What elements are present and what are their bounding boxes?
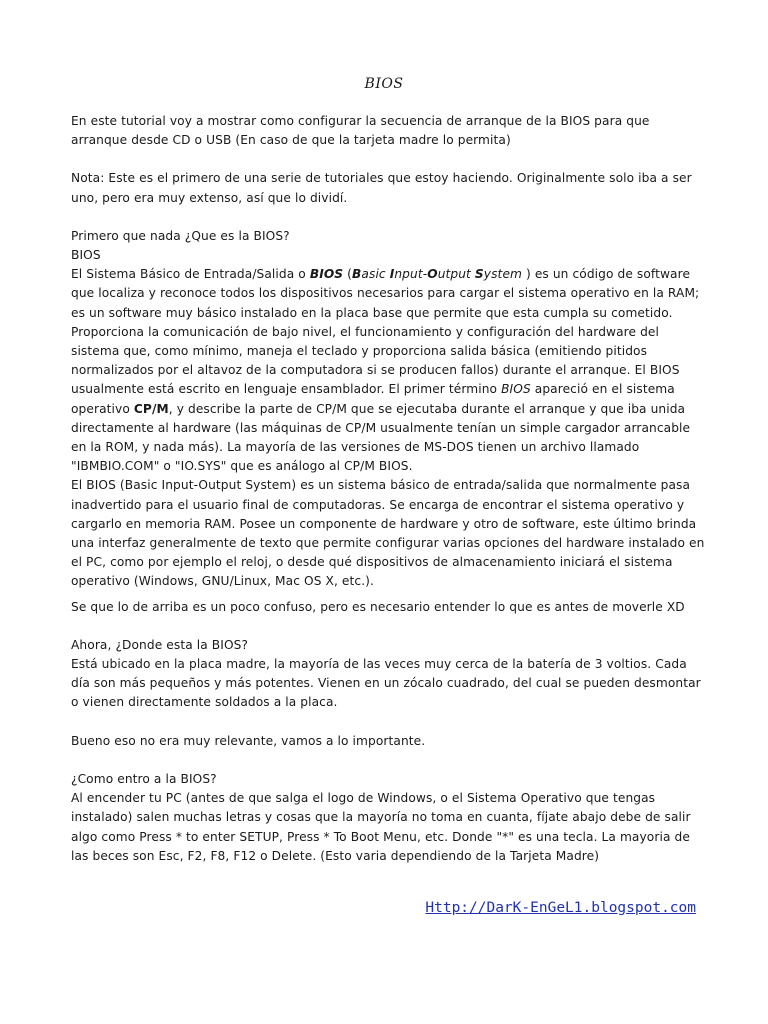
document-body [71, 112, 707, 866]
note-paragraph: Nota: Este es el primero de una serie de tutoriales que estoy haciendo. Originalmente solo iba a ser uno, pero era muy extenso, así que lo dividí. [71, 171, 692, 205]
bios-definition-2: El BIOS (Basic Input-Output System) es un sistema básico de entrada/salida que normalmente pasa inadvertido para el usuario final de computadoras. Se encarga de encontrar el sistema operativo y cargarlo en memoria RAM. Posee un componente de hardware y otro de software, este último brinda una interfaz generalmente de texto que permite configurar varias opciones del hardware instalado en el PC, como por ejemplo el reloj, o desde qué dispositivos de almacenamiento iniciará el sistema operativo (Windows, GNU/Linux, Mac OS X, etc.). [71, 478, 705, 589]
question-where-is-bios: Ahora, ¿Donde esta la BIOS? [71, 637, 249, 652]
page-title: BIOS [364, 76, 404, 92]
confusing-note: Se que lo de arriba es un poco confuso, pero es necesario entender lo que es antes de moverle XD [71, 599, 685, 614]
blog-link[interactable]: Http://DarK-EnGeL1.blogspot.com [425, 900, 696, 916]
question-what-is-bios: Primero que nada ¿Que es la BIOS? [71, 228, 290, 243]
relevance-note: Bueno eso no era muy relevante, vamos a lo importante. [71, 733, 426, 748]
enter-bios-paragraph: Al encender tu PC (antes de que salga el logo de Windows, o el Sistema Operativo que tengas instalado) salen muchas letras y cosas que la mayoría no toma en cuanta, fíjate abajo debe de salir algo como Press * to enter SETUP, Press * To Boot Menu, etc. Donde "*" es una tecla. La mayoria de las beces son Esc, F2, F8, F12 o Delete. (Esto varia dependiendo de la Tarjeta Madre) [71, 791, 691, 863]
location-paragraph: Está ubicado en la placa madre, la mayoría de las veces muy cerca de la batería de 3 voltios. Cada día son más pequeños y más potentes. Vienen en un zócalo cuadrado, del cual se pueden desmontar o vienen directamente soldados a la placa. [71, 657, 701, 710]
question-how-to-enter: ¿Como entro a la BIOS? [71, 771, 217, 786]
bios-definition-paragraph: El Sistema Básico de Entrada/Salida o BIOS (Basic Input-Output System ) es un código de software que localiza y reconoce todos los dispositivos necesarios para cargar el sistema operativo en la RAM; es un software muy básico instalado en la placa base que permite que esta cumpla su cometido. Proporciona la comunicación de bajo nivel, el funcionamiento y configuración del hardware del sistema que, como mínimo, maneja el teclado y proporciona salida básica (emitiendo pitidos normalizados por el altavoz de la computadora si se producen fallos) durante el arranque. El BIOS usualmente está escrito en lenguaje ensamblador. El primer término BIOS apareció en el sistema operativo CP/M, y describe la parte de CP/M que se ejecutaba durante el arranque y que iba unida directamente al hardware (las máquinas de CP/M usualmente tenían un simple cargador arrancable en la ROM, y nada más). La mayoría de las versiones de MS-DOS tienen un archivo llamado "IBMBIO.COM" o "IO.SYS" que es análogo al CP/M BIOS. [71, 267, 700, 474]
bios-italic-term: BIOS [501, 382, 531, 397]
cpm-term: CP/M [133, 401, 169, 416]
intro-paragraph: En este tutorial voy a mostrar como configurar la secuencia de arranque de la BIOS para que arranque desde CD o USB (En caso de que la tarjeta madre lo permita) [71, 114, 650, 148]
bios-bold-term: BIOS [309, 267, 344, 282]
bios-heading: BIOS [71, 248, 101, 263]
